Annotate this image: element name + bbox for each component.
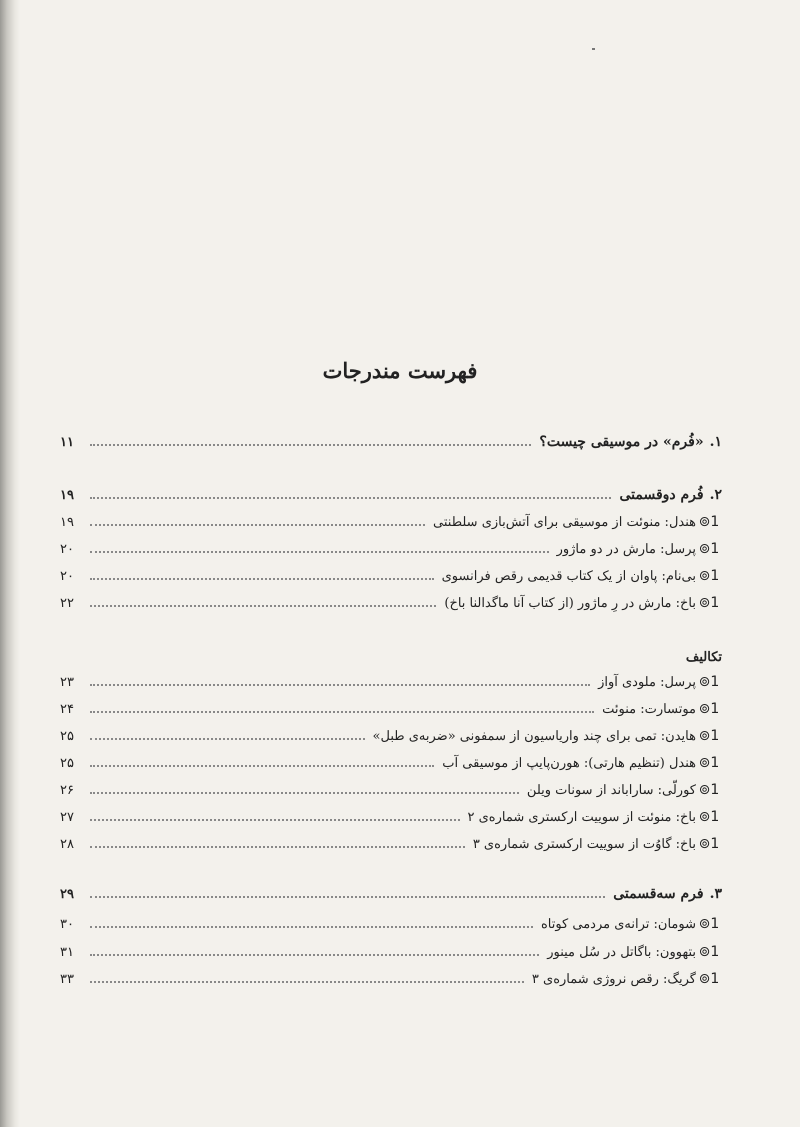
section-heading-assignments: تکالیف xyxy=(685,649,722,665)
print-speck xyxy=(592,48,595,50)
cd-track-icon: 1⊚ xyxy=(698,916,720,932)
dot-leader xyxy=(90,605,436,607)
dot-leader xyxy=(90,711,594,713)
dot-leader xyxy=(90,444,531,446)
page-number: ۲۸ xyxy=(60,836,74,852)
toc-entry[interactable] xyxy=(60,967,722,991)
entry-title: پرسل: ملودی آواز xyxy=(598,674,696,690)
chapter-title: فُرم دوقسمتی xyxy=(619,487,704,503)
entry-title: باخ: منوئت از سوییت ارکستری شماره‌ی ۲ xyxy=(467,809,696,825)
entry-title: موتسارت: منوئت xyxy=(602,701,696,717)
page-number: ۱۹ xyxy=(60,487,74,503)
cd-track-icon: 1⊚ xyxy=(698,568,720,584)
cd-track-icon: 1⊚ xyxy=(698,782,720,798)
toc-entry[interactable] xyxy=(60,751,722,775)
entry-title: هایدن: تمی برای چند واریاسیون از سمفونی «ضربه‌ی طبل» xyxy=(372,728,696,744)
page-number: ۳۰ xyxy=(60,916,74,932)
toc-entry[interactable] xyxy=(60,832,722,856)
dot-leader xyxy=(90,524,425,526)
entry-title: بی‌نام: پاوان از یک کتاب قدیمی رقص فرانسوی xyxy=(441,568,696,584)
toc-entry[interactable] xyxy=(60,697,722,721)
dot-leader xyxy=(90,684,590,686)
cd-track-icon: 1⊚ xyxy=(698,809,720,825)
page-number: ۱۱ xyxy=(60,434,74,450)
page-number: ۲۹ xyxy=(60,886,74,902)
toc-entry[interactable] xyxy=(60,912,722,936)
chapter-number: ۳. xyxy=(709,886,722,902)
toc-entry[interactable] xyxy=(60,724,722,748)
page-number: ۲۵ xyxy=(60,728,74,744)
entry-title: بتهوون: باگاتل در سُل مینور xyxy=(547,944,696,960)
page-number: ۲۶ xyxy=(60,782,74,798)
page-number: ۲۰ xyxy=(60,568,74,584)
chapter-number: ۱. xyxy=(709,434,722,450)
cd-track-icon: 1⊚ xyxy=(698,836,720,852)
page-number: ۲۵ xyxy=(60,755,74,771)
entry-title: پرسل: مارش در دو ماژور xyxy=(556,541,696,557)
dot-leader xyxy=(90,551,549,553)
entry-title: هندل: منوئت از موسیقی برای آتش‌بازی سلطنتی xyxy=(433,514,696,530)
entry-title: باخ: گاوُت از سوییت ارکستری شماره‌ی ۳ xyxy=(472,836,696,852)
entry-title: هندل (تنظیم هارتی): هورن‌پایپ از موسیقی آب xyxy=(442,755,696,771)
chapter-title: فرم سه‌قسمتی xyxy=(613,886,704,902)
dot-leader xyxy=(90,926,533,928)
entry-title: باخ: مارش در رِ ماژور (از کتاب آنا ماگدالنا باخ) xyxy=(444,595,696,611)
chapter-2-row[interactable] xyxy=(60,483,722,507)
dot-leader xyxy=(90,792,519,794)
dot-leader xyxy=(90,578,434,580)
chapter-title: «فُرم» در موسیقی چیست؟ xyxy=(539,434,704,450)
dot-leader xyxy=(90,738,365,740)
page-number: ۲۴ xyxy=(60,701,74,717)
entry-title: گریگ: رقص نروژی شماره‌ی ۳ xyxy=(531,971,696,987)
chapter-1-row[interactable] xyxy=(60,430,722,454)
chapter-number: ۲. xyxy=(709,487,722,503)
chapter-3-row[interactable] xyxy=(60,882,722,906)
entry-title: شومان: ترانه‌ی مردمی کوتاه xyxy=(540,916,696,932)
cd-track-icon: 1⊚ xyxy=(698,755,720,771)
cd-track-icon: 1⊚ xyxy=(698,971,720,987)
cd-track-icon: 1⊚ xyxy=(698,728,720,744)
toc-entry[interactable] xyxy=(60,940,722,964)
dot-leader xyxy=(90,497,611,499)
page-number: ۳۳ xyxy=(60,971,74,987)
toc-entry[interactable] xyxy=(60,564,722,588)
dot-leader xyxy=(90,846,465,848)
toc-entry[interactable] xyxy=(60,591,722,615)
page-number: ۱۹ xyxy=(60,514,74,530)
page-binding-shadow xyxy=(0,0,20,1127)
toc-entry[interactable] xyxy=(60,537,722,561)
dot-leader xyxy=(90,896,605,898)
page-title: فهرست مندرجات xyxy=(322,358,478,384)
dot-leader xyxy=(90,819,460,821)
toc-entry[interactable] xyxy=(60,670,722,694)
toc-entry[interactable] xyxy=(60,778,722,802)
cd-track-icon: 1⊚ xyxy=(698,674,720,690)
cd-track-icon: 1⊚ xyxy=(698,514,720,530)
dot-leader xyxy=(90,981,524,983)
dot-leader xyxy=(90,954,539,956)
cd-track-icon: 1⊚ xyxy=(698,701,720,717)
cd-track-icon: 1⊚ xyxy=(698,541,720,557)
page-number: ۲۰ xyxy=(60,541,74,557)
toc-entry[interactable] xyxy=(60,510,722,534)
toc-entry[interactable] xyxy=(60,805,722,829)
page-number: ۲۲ xyxy=(60,595,74,611)
dot-leader xyxy=(90,765,434,767)
cd-track-icon: 1⊚ xyxy=(698,944,720,960)
entry-title: کورلّی: ساراباند از سونات ویلن xyxy=(526,782,696,798)
page-number: ۲۷ xyxy=(60,809,74,825)
page-number: ۲۳ xyxy=(60,674,74,690)
cd-track-icon: 1⊚ xyxy=(698,595,720,611)
page-number: ۳۱ xyxy=(60,944,74,960)
